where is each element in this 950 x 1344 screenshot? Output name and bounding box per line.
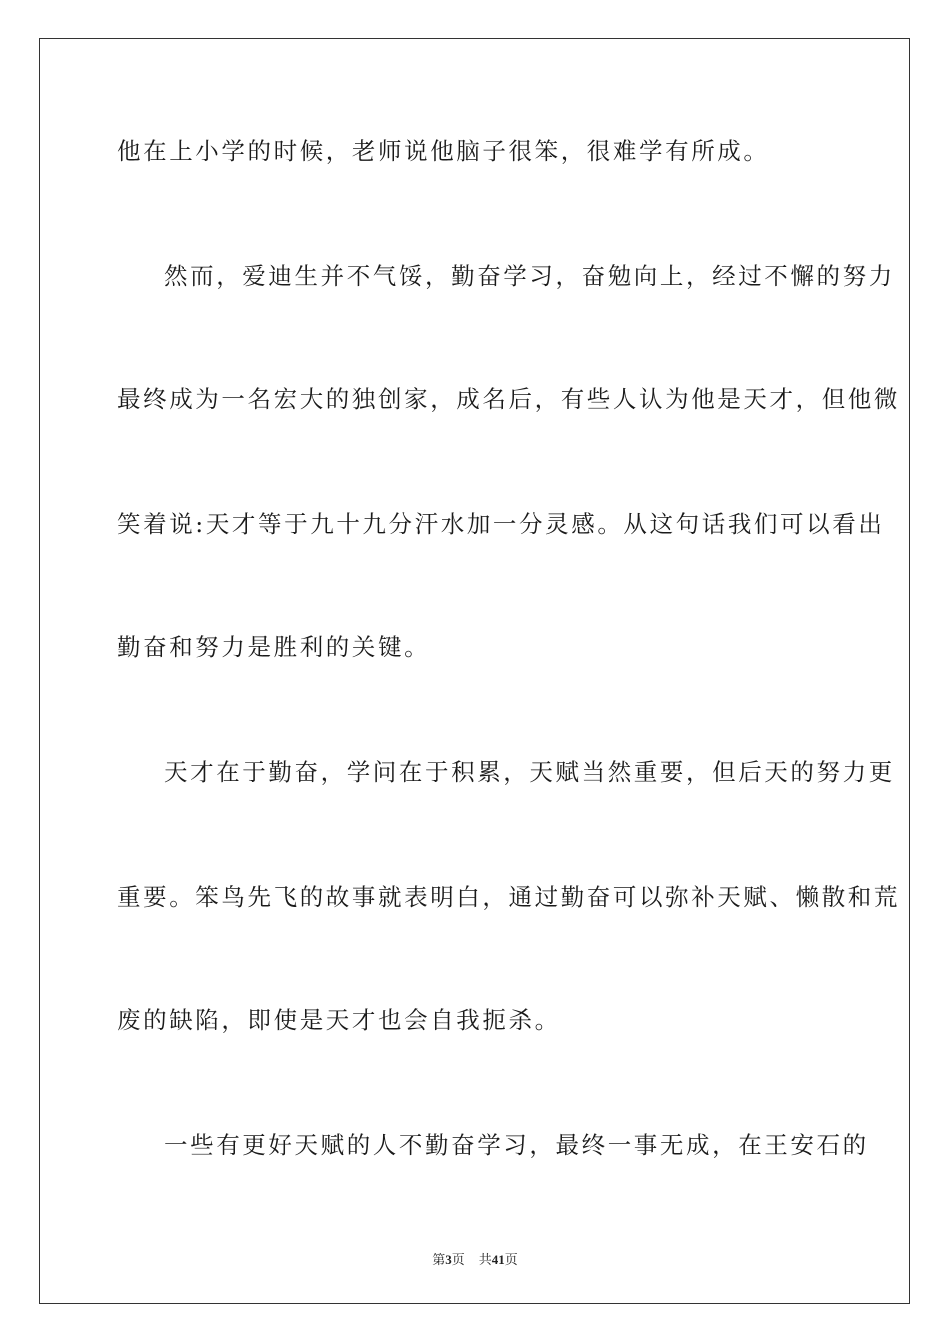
text-line-2: 然而，爱迪生并不气馁，勤奋学习，奋勉向上，经过不懈的努力 <box>164 262 895 290</box>
total-prefix: 共 <box>478 1252 492 1267</box>
text-line-8: 废的缺陷，即使是天才也会自我扼杀。 <box>117 1006 561 1034</box>
page-suffix: 页 <box>451 1252 465 1267</box>
text-line-4: 笑着说:天才等于九十九分汗水加一分灵感。从这句话我们可以看出 <box>117 510 885 538</box>
total-pages: 41 <box>491 1252 505 1267</box>
text-line-6: 天才在于勤奋，学问在于积累，天赋当然重要，但后天的努力更 <box>164 758 895 786</box>
total-suffix: 页 <box>504 1252 518 1267</box>
text-line-3: 最终成为一名宏大的独创家，成名后，有些人认为他是天才，但他微 <box>117 385 900 413</box>
text-line-7: 重要。笨鸟先飞的故事就表明白，通过勤奋可以弥补天赋、懒散和荒 <box>117 883 900 911</box>
page-prefix: 第 <box>432 1252 446 1267</box>
text-line-9: 一些有更好天赋的人不勤奋学习，最终一事无成，在王安石的 <box>164 1131 869 1159</box>
page-footer <box>0 1249 950 1268</box>
page-border <box>39 38 910 1304</box>
text-line-5: 勤奋和努力是胜利的关键。 <box>117 633 431 661</box>
page-number: 3 <box>445 1252 452 1267</box>
text-line-1: 他在上小学的时候，老师说他脑子很笨，很难学有所成。 <box>117 137 770 165</box>
